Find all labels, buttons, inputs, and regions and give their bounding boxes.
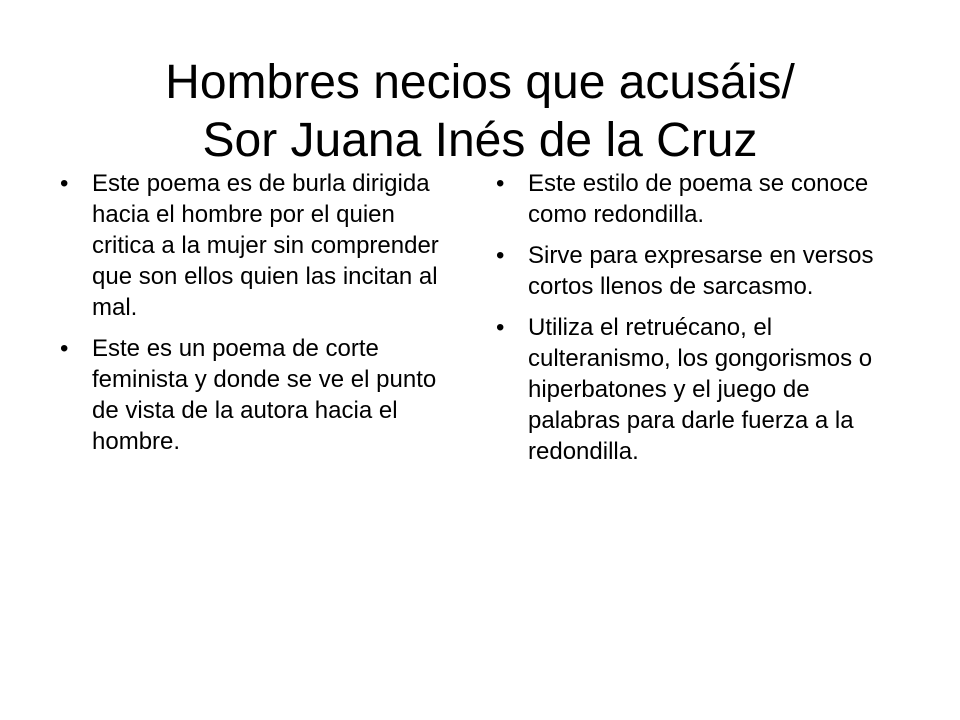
right-bullet-item [496,240,906,302]
slide-title [48,54,912,170]
bullet-text: Utiliza el retruécano, el culteranismo, los gongorismos o hiperbatones y el juego de palabras para darle fuerza a la redondilla. [528,314,873,465]
left-bullet-item [60,333,460,457]
right-column-bullet-list [496,168,906,477]
bullet-icon: • [60,335,69,362]
title-line-2: Sor Juana Inés de la Cruz [202,114,758,168]
right-bullet-item [496,312,906,467]
bullet-text: Este poema es de burla dirigida hacia el hombre por el quien critica a la mujer sin comprender que son ellos quien las incitan al mal. [92,170,439,321]
bullet-text: Este estilo de poema se conoce como redondilla. [528,170,869,228]
left-bullet-item [60,168,460,323]
bullet-text: Este es un poema de corte feminista y donde se ve el punto de vista de la autora hacia el hombre. [92,335,437,455]
bullet-icon: • [496,170,505,197]
bullet-text: Sirve para expresarse en versos cortos llenos de sarcasmo. [528,242,874,300]
bullet-icon: • [496,314,505,341]
left-column-bullet-list [60,168,460,467]
right-bullet-item [496,168,906,230]
bullet-icon: • [496,242,505,269]
bullet-icon: • [60,170,69,197]
title-line-1: Hombres necios que acusáis/ [165,56,795,110]
